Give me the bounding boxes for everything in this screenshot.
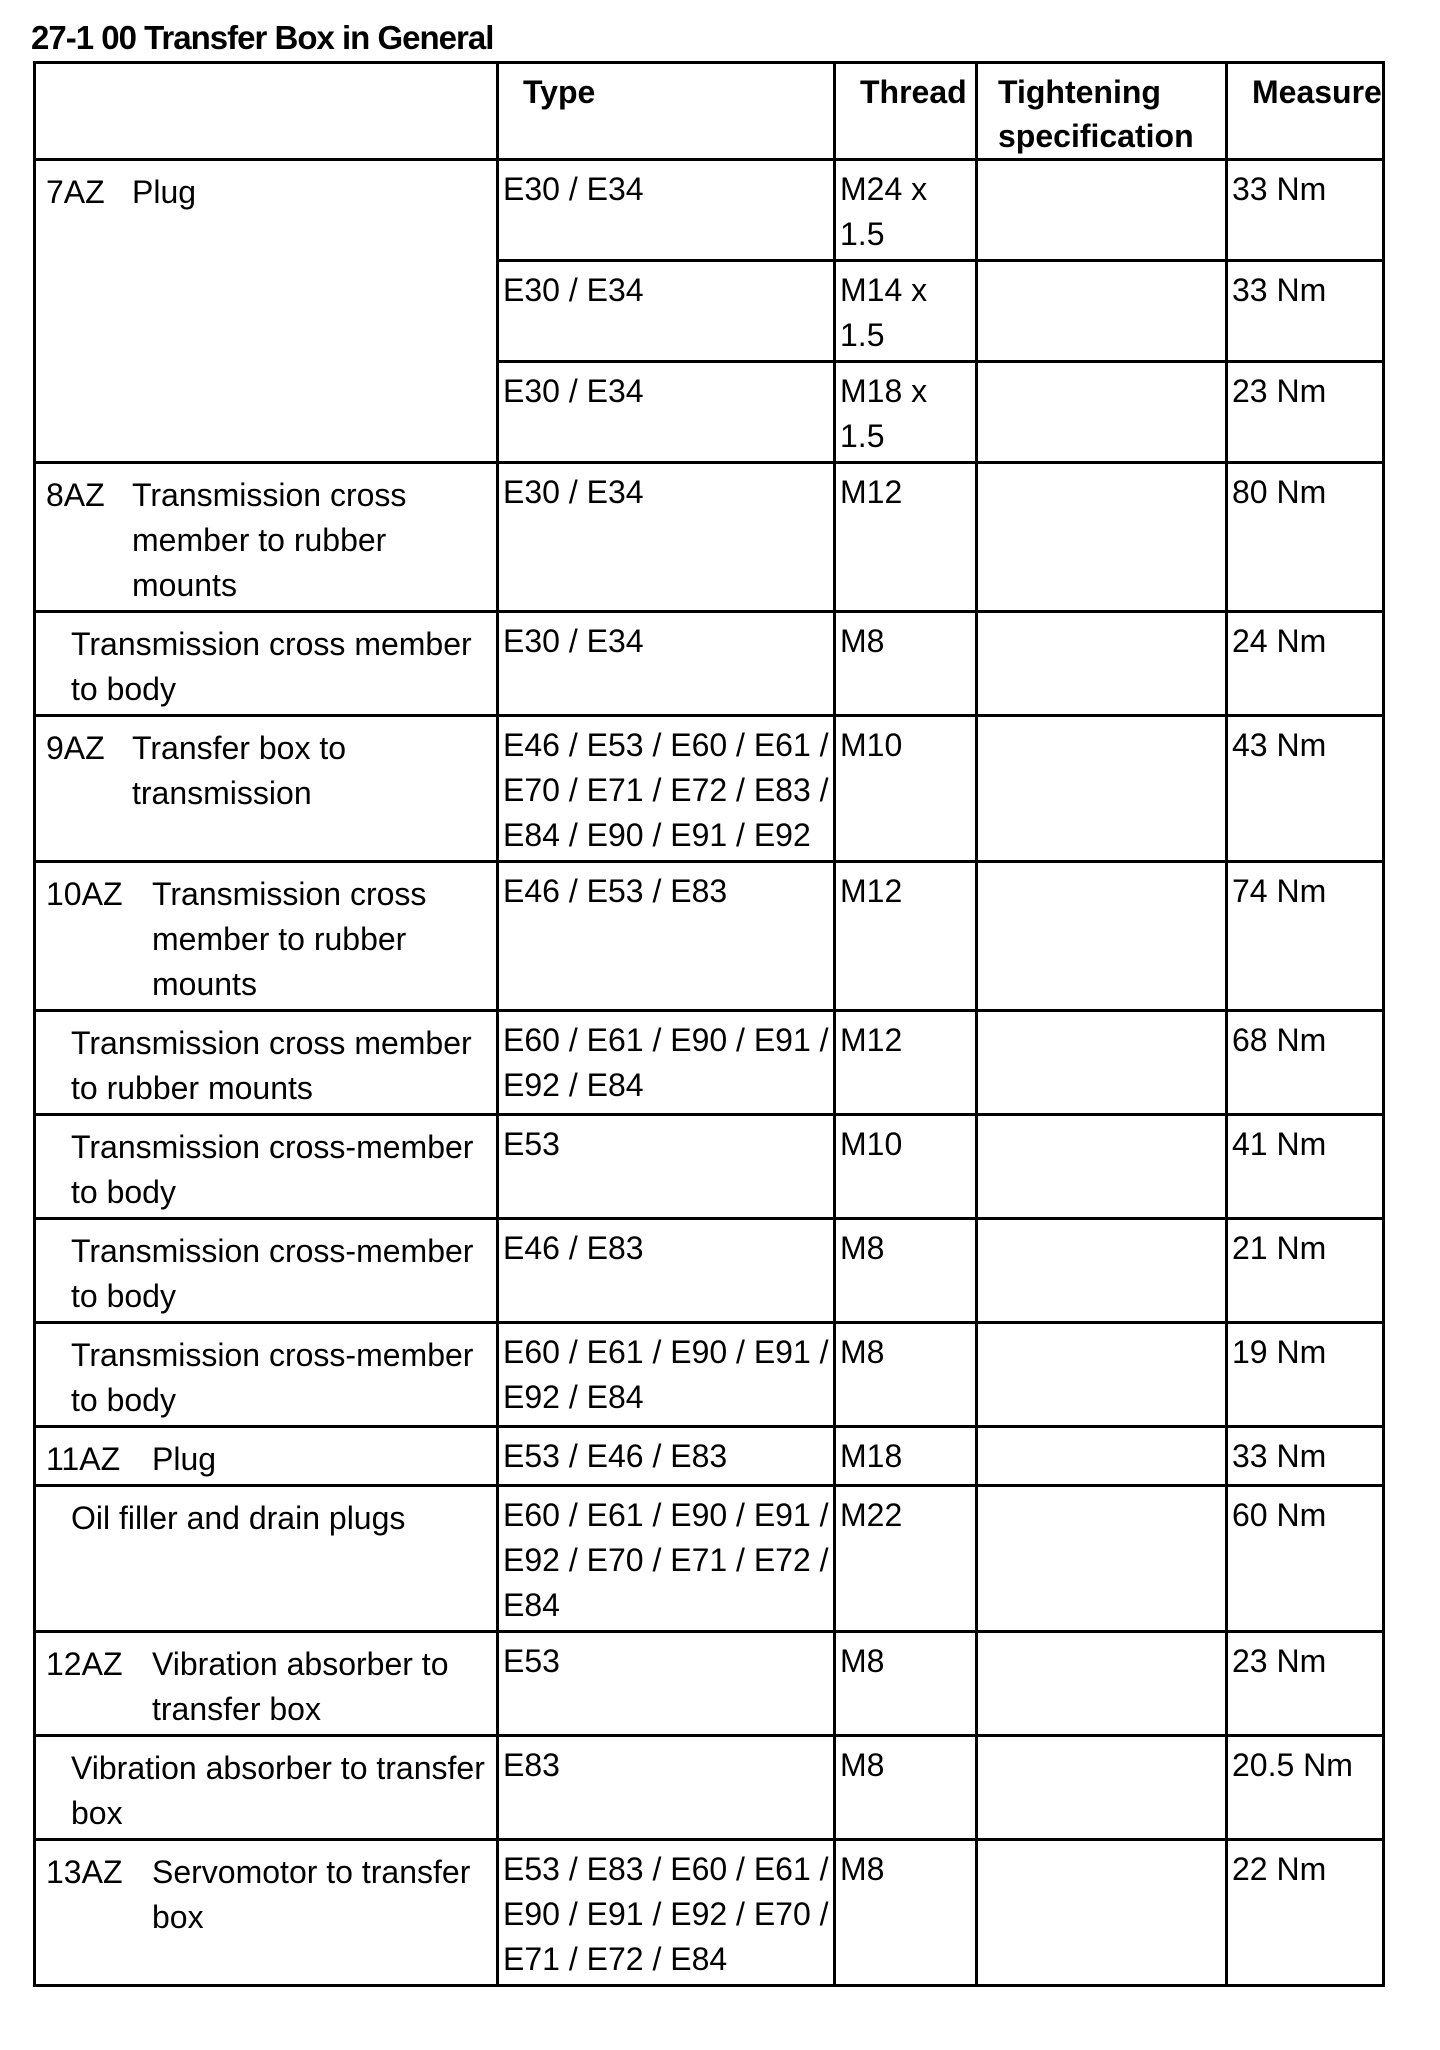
vehicle-type-cell-text: E30 / E34: [503, 171, 644, 207]
tightening-specification-cell-text: [978, 1220, 1225, 1228]
component-description: Transmission cross-member to body: [71, 1233, 474, 1314]
header-thread: Thread: [835, 63, 977, 160]
vehicle-type-cell: [498, 1323, 835, 1427]
torque-measure-cell-text: 33 Nm: [1232, 1438, 1327, 1474]
torque-measure-cell-text: 80 Nm: [1232, 474, 1327, 510]
torque-spec-table: [33, 61, 1385, 1987]
vehicle-type-cell-text: E60 / E61 / E90 / E91 / E92 / E84: [503, 1334, 829, 1415]
component-cell: [35, 716, 498, 862]
vehicle-type-cell: [498, 1736, 835, 1840]
thread-cell-text: M8: [840, 1334, 885, 1370]
tightening-specification-cell-text: [978, 1116, 1225, 1124]
torque-measure-cell: [1227, 463, 1384, 612]
component-id: 9AZ: [46, 730, 105, 766]
thread-cell-text: M8: [840, 1851, 885, 1887]
torque-measure-cell: [1227, 1632, 1384, 1736]
thread-cell: [835, 1427, 977, 1486]
tightening-specification-cell-text: [978, 1633, 1225, 1641]
thread-cell-text: M18 x 1.5: [840, 373, 928, 454]
thread-cell-text: M12: [840, 1022, 903, 1058]
torque-measure-cell-text: 33 Nm: [1232, 272, 1327, 308]
tightening-specification-cell: [977, 463, 1227, 612]
vehicle-type-cell-text: E46 / E53 / E83: [503, 873, 728, 909]
vehicle-type-cell-text: E46 / E83: [503, 1230, 644, 1266]
vehicle-type-cell-text: E60 / E61 / E90 / E91 / E92 / E84: [503, 1022, 829, 1103]
component-cell: [35, 1736, 498, 1840]
tightening-specification-cell-text: [978, 717, 1225, 725]
tightening-specification-cell: [977, 1219, 1227, 1323]
table-row: [35, 1011, 1384, 1115]
thread-cell-text: M10: [840, 1126, 903, 1162]
component-cell: [35, 1115, 498, 1219]
table-row: [35, 160, 1384, 261]
torque-measure-cell-text: 33 Nm: [1232, 171, 1327, 207]
thread-cell: [835, 1115, 977, 1219]
torque-measure-cell: [1227, 1486, 1384, 1632]
vehicle-type-cell: [498, 160, 835, 261]
component-cell: [35, 612, 498, 716]
vehicle-type-cell: [498, 1115, 835, 1219]
thread-cell: [835, 716, 977, 862]
table-row: [35, 716, 1384, 862]
header-component: [35, 63, 498, 160]
torque-measure-cell: [1227, 261, 1384, 362]
component-description: Transmission cross-member to body: [71, 1337, 474, 1418]
table-row: [35, 1736, 1384, 1840]
component-description: Oil filler and drain plugs: [71, 1500, 406, 1536]
tightening-specification-cell-text: [978, 1428, 1225, 1436]
torque-measure-cell-text: 43 Nm: [1232, 727, 1327, 763]
vehicle-type-cell: [498, 862, 835, 1011]
table-row: [35, 862, 1384, 1011]
thread-cell: [835, 1486, 977, 1632]
thread-cell-text: M12: [840, 474, 903, 510]
tightening-specification-cell-text: [978, 464, 1225, 472]
thread-cell: [835, 1840, 977, 1986]
tightening-specification-cell-text: [978, 363, 1225, 371]
thread-cell: [835, 1323, 977, 1427]
vehicle-type-cell-text: E30 / E34: [503, 373, 644, 409]
component-id: 13AZ: [46, 1854, 123, 1890]
tightening-specification-cell: [977, 1011, 1227, 1115]
torque-measure-cell: [1227, 612, 1384, 716]
tightening-specification-cell-text: [978, 1841, 1225, 1849]
document-title: 27-1 00 Transfer Box in General: [31, 19, 494, 56]
component-description: Transmission cross member to rubber mounts: [71, 1025, 472, 1106]
tightening-specification-cell: [977, 1736, 1227, 1840]
thread-cell-text: M10: [840, 727, 903, 763]
table-row: [35, 1840, 1384, 1986]
thread-cell: [835, 362, 977, 463]
component-description: Vibration absorber to transfer box: [71, 1750, 485, 1831]
vehicle-type-cell-text: E53: [503, 1643, 560, 1679]
component-id: 7AZ: [46, 174, 105, 210]
component-cell: [35, 1427, 498, 1486]
vehicle-type-cell: [498, 261, 835, 362]
torque-measure-cell-text: 60 Nm: [1232, 1497, 1327, 1533]
tightening-specification-cell: [977, 1427, 1227, 1486]
header-type: Type: [498, 63, 835, 160]
thread-cell-text: M8: [840, 1747, 885, 1783]
torque-measure-cell: [1227, 1219, 1384, 1323]
component-description: Transmission cross member to rubber mounts: [152, 876, 427, 1002]
tightening-specification-cell: [977, 1323, 1227, 1427]
torque-measure-cell-text: 19 Nm: [1232, 1334, 1327, 1370]
component-cell: [35, 1011, 498, 1115]
torque-measure-cell: [1227, 1736, 1384, 1840]
torque-measure-cell-text: 22 Nm: [1232, 1851, 1327, 1887]
tightening-specification-cell-text: [978, 1737, 1225, 1745]
thread-cell: [835, 1011, 977, 1115]
component-id: 12AZ: [46, 1646, 123, 1682]
component-id: 10AZ: [46, 876, 123, 912]
tightening-specification-cell-text: [978, 863, 1225, 871]
vehicle-type-cell-text: E60 / E61 / E90 / E91 / E92 / E70 / E71 / E72 / E84: [503, 1497, 829, 1623]
component-description: Plug: [132, 174, 197, 210]
torque-measure-cell: [1227, 1427, 1384, 1486]
tightening-specification-cell-text: [978, 613, 1225, 621]
thread-cell-text: M22: [840, 1497, 903, 1533]
table-row: [35, 1486, 1384, 1632]
vehicle-type-cell-text: E53 / E46 / E83: [503, 1438, 728, 1474]
table-row: [35, 1219, 1384, 1323]
torque-measure-cell-text: 68 Nm: [1232, 1022, 1327, 1058]
tightening-specification-cell-text: [978, 1487, 1225, 1495]
table-row: [35, 1323, 1384, 1427]
vehicle-type-cell-text: E30 / E34: [503, 623, 644, 659]
torque-measure-cell: [1227, 362, 1384, 463]
torque-measure-cell-text: 41 Nm: [1232, 1126, 1327, 1162]
tightening-specification-cell: [977, 1840, 1227, 1986]
component-cell: [35, 1486, 498, 1632]
table-row: [35, 612, 1384, 716]
component-cell: [35, 160, 498, 463]
tightening-specification-cell: [977, 261, 1227, 362]
torque-measure-cell: [1227, 1011, 1384, 1115]
vehicle-type-cell-text: E53 / E83 / E60 / E61 / E90 / E91 / E92 / E70 / E71 / E72 / E84: [503, 1851, 829, 1977]
component-cell: [35, 1840, 498, 1986]
component-description: Transmission cross-member to body: [71, 1129, 474, 1210]
vehicle-type-cell: [498, 1486, 835, 1632]
torque-measure-cell: [1227, 1115, 1384, 1219]
component-description: Transmission cross member to rubber mounts: [132, 477, 407, 603]
thread-cell-text: M8: [840, 1643, 885, 1679]
tightening-specification-cell: [977, 862, 1227, 1011]
component-description: Servomotor to transfer box: [152, 1854, 471, 1935]
torque-measure-cell-text: 74 Nm: [1232, 873, 1327, 909]
tightening-specification-cell: [977, 1486, 1227, 1632]
vehicle-type-cell-text: E53: [503, 1126, 560, 1162]
header-measure: Measure: [1227, 63, 1384, 160]
thread-cell: [835, 261, 977, 362]
vehicle-type-cell: [498, 1011, 835, 1115]
torque-measure-cell-text: 20.5 Nm: [1232, 1747, 1353, 1783]
tightening-specification-cell-text: [978, 161, 1225, 169]
component-description: Transmission cross member to body: [71, 626, 472, 707]
component-description: Transfer box to transmission: [132, 730, 347, 811]
tightening-specification-cell-text: [978, 1324, 1225, 1332]
tightening-specification-cell: [977, 612, 1227, 716]
vehicle-type-cell: [498, 716, 835, 862]
torque-measure-cell-text: 23 Nm: [1232, 373, 1327, 409]
vehicle-type-cell: [498, 362, 835, 463]
vehicle-type-cell-text: E30 / E34: [503, 272, 644, 308]
tightening-specification-cell: [977, 1632, 1227, 1736]
torque-measure-cell-text: 23 Nm: [1232, 1643, 1327, 1679]
thread-cell: [835, 463, 977, 612]
component-id: 11AZ: [46, 1441, 121, 1477]
component-cell: [35, 1323, 498, 1427]
torque-measure-cell-text: 24 Nm: [1232, 623, 1327, 659]
vehicle-type-cell-text: E30 / E34: [503, 474, 644, 510]
table-header-row: [35, 63, 1384, 160]
thread-cell: [835, 612, 977, 716]
torque-measure-cell: [1227, 1840, 1384, 1986]
torque-measure-cell: [1227, 862, 1384, 1011]
table-row: [35, 1427, 1384, 1486]
component-cell: [35, 1632, 498, 1736]
tightening-specification-cell: [977, 1115, 1227, 1219]
thread-cell: [835, 1736, 977, 1840]
thread-cell: [835, 862, 977, 1011]
thread-cell: [835, 1219, 977, 1323]
component-cell: [35, 862, 498, 1011]
torque-measure-cell-text: 21 Nm: [1232, 1230, 1327, 1266]
tightening-specification-cell: [977, 362, 1227, 463]
component-id: 8AZ: [46, 477, 105, 513]
tightening-specification-cell: [977, 160, 1227, 261]
thread-cell-text: M24 x 1.5: [840, 171, 928, 252]
component-cell: [35, 1219, 498, 1323]
component-description: Vibration absorber to transfer box: [152, 1646, 449, 1727]
vehicle-type-cell-text: E46 / E53 / E60 / E61 / E70 / E71 / E72 / E83 / E84 / E90 / E91 / E92: [503, 727, 829, 853]
thread-cell-text: M8: [840, 1230, 885, 1266]
table-row: [35, 1632, 1384, 1736]
vehicle-type-cell: [498, 463, 835, 612]
thread-cell-text: M18: [840, 1438, 903, 1474]
thread-cell-text: M8: [840, 623, 885, 659]
vehicle-type-cell-text: E83: [503, 1747, 560, 1783]
tightening-specification-cell-text: [978, 1012, 1225, 1020]
header-tightening-specification: Tightening specification: [977, 63, 1227, 160]
thread-cell: [835, 1632, 977, 1736]
torque-measure-cell: [1227, 1323, 1384, 1427]
vehicle-type-cell: [498, 1427, 835, 1486]
vehicle-type-cell: [498, 1840, 835, 1986]
component-cell: [35, 463, 498, 612]
table-row: [35, 463, 1384, 612]
table-row: [35, 1115, 1384, 1219]
tightening-specification-cell-text: [978, 262, 1225, 270]
thread-cell-text: M14 x 1.5: [840, 272, 928, 353]
component-description: Plug: [152, 1441, 217, 1477]
thread-cell: [835, 160, 977, 261]
torque-measure-cell: [1227, 716, 1384, 862]
thread-cell-text: M12: [840, 873, 903, 909]
tightening-specification-cell: [977, 716, 1227, 862]
torque-measure-cell: [1227, 160, 1384, 261]
vehicle-type-cell: [498, 1219, 835, 1323]
vehicle-type-cell: [498, 612, 835, 716]
vehicle-type-cell: [498, 1632, 835, 1736]
